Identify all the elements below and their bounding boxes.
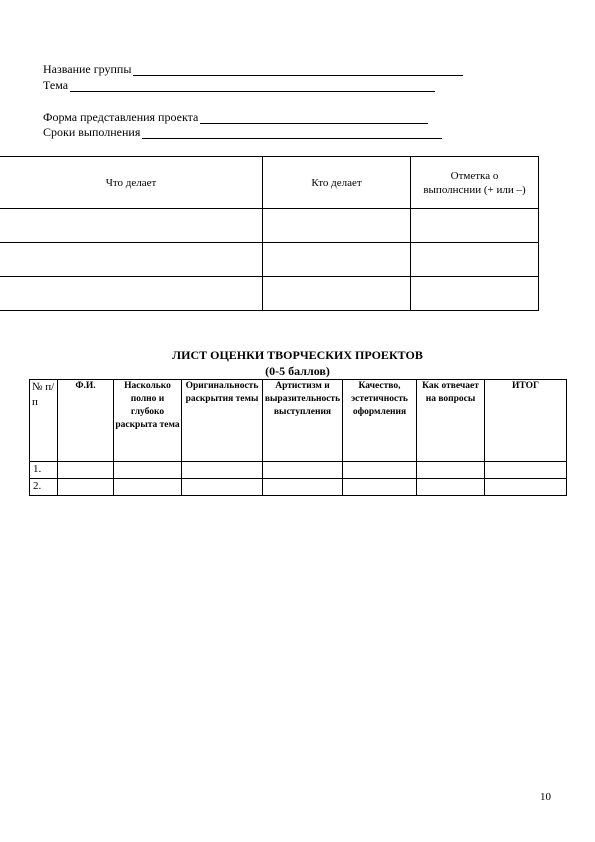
- plan-table-header-row: [0, 157, 539, 209]
- presentation-form-line: [200, 112, 428, 124]
- eval-cell[interactable]: [182, 462, 263, 479]
- deadline-label: Сроки выполнения: [43, 125, 141, 139]
- plan-cell[interactable]: [411, 243, 539, 277]
- plan-cell[interactable]: [263, 277, 411, 311]
- eval-cell[interactable]: [58, 462, 114, 479]
- eval-cell[interactable]: [343, 462, 417, 479]
- eval-cell[interactable]: [343, 479, 417, 496]
- presentation-form-label: Форма представления проекта: [43, 110, 199, 124]
- group-name-label: Название группы: [43, 62, 132, 76]
- table-row: [0, 209, 539, 243]
- deadline-field[interactable]: [43, 125, 442, 139]
- evaluation-table: [29, 379, 567, 496]
- table-row: [0, 277, 539, 311]
- eval-cell[interactable]: [485, 479, 567, 496]
- plan-header-mark: Отметка о выполнснии (+ или –): [411, 157, 539, 209]
- plan-table: [0, 156, 539, 311]
- table-row: [30, 462, 567, 479]
- plan-cell[interactable]: [0, 277, 263, 311]
- table-row: [30, 479, 567, 496]
- eval-cell[interactable]: [263, 462, 343, 479]
- eval-header-depth: Насколько полно и глубоко раскрыта тема: [114, 380, 182, 462]
- group-name-line: [133, 64, 463, 76]
- eval-cell[interactable]: [114, 479, 182, 496]
- eval-header-number: № п/ п: [30, 380, 58, 462]
- plan-cell[interactable]: [411, 209, 539, 243]
- eval-cell[interactable]: [417, 479, 485, 496]
- deadline-line: [142, 127, 442, 139]
- eval-header-answers: Как отвечает на вопросы: [417, 380, 485, 462]
- row-number: 2.: [30, 479, 58, 496]
- plan-cell[interactable]: [263, 243, 411, 277]
- plan-cell[interactable]: [0, 209, 263, 243]
- evaluation-title: ЛИСТ ОЦЕНКИ ТВОРЧЕСКИХ ПРОЕКТОВ: [172, 348, 423, 362]
- plan-cell[interactable]: [0, 243, 263, 277]
- topic-field[interactable]: [43, 78, 435, 92]
- page-number: 10: [540, 791, 551, 803]
- eval-header-originality: Оригинальность раскрытия темы: [182, 380, 263, 462]
- eval-header-quality: Качество, эстетичность оформления: [343, 380, 417, 462]
- group-name-field[interactable]: [43, 62, 463, 76]
- eval-header-artistry: Артистизм и выразительность выступления: [263, 380, 343, 462]
- eval-cell[interactable]: [485, 462, 567, 479]
- topic-label: Тема: [43, 78, 69, 92]
- plan-header-who: Кто делает: [263, 157, 411, 209]
- plan-header-what: Что делает: [0, 157, 263, 209]
- plan-cell[interactable]: [411, 277, 539, 311]
- eval-cell[interactable]: [114, 462, 182, 479]
- row-number: 1.: [30, 462, 58, 479]
- presentation-form-field[interactable]: [43, 110, 428, 124]
- eval-cell[interactable]: [182, 479, 263, 496]
- evaluation-subtitle: (0-5 баллов): [265, 364, 330, 378]
- topic-line: [70, 80, 435, 92]
- eval-header-name: Ф.И.: [58, 380, 114, 462]
- evaluation-header-row: [30, 380, 567, 462]
- eval-cell[interactable]: [58, 479, 114, 496]
- eval-cell[interactable]: [263, 479, 343, 496]
- plan-cell[interactable]: [263, 209, 411, 243]
- eval-cell[interactable]: [417, 462, 485, 479]
- table-row: [0, 243, 539, 277]
- eval-header-total: ИТОГ: [485, 380, 567, 462]
